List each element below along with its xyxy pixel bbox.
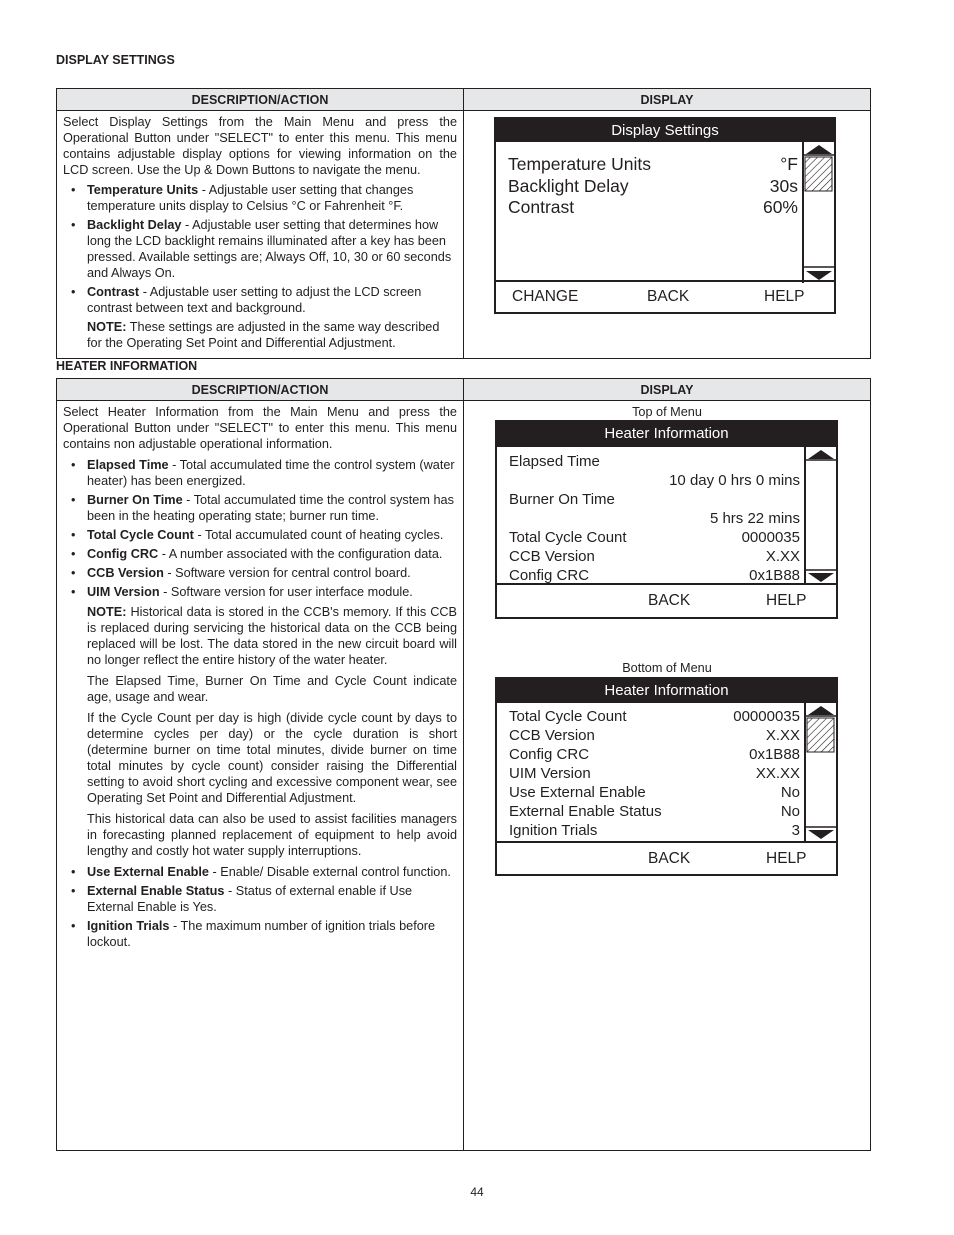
intro-text: Select Display Settings from the Main Menu and press the Operational Button under "SELECT" to enter this menu. This menu contains adjustable display options for viewing information on the LCD screen. Use the Up & Down Buttons to navigate the menu. — [63, 115, 457, 177]
lcd-softkey-bar — [496, 280, 834, 312]
menu-row-use-external-enable: Use External Enable No — [509, 784, 800, 801]
list-item: • Temperature Units - Adjustable user setting that changes temperature units display to Celsius °C or Fahrenheit °F. — [63, 182, 457, 214]
intro-text: Select Heater Information from the Main Menu and press the Operational Button under "SELECT" to enter this menu. This menu contains non adjustable operational information. — [63, 405, 457, 451]
heater-information-table — [56, 378, 871, 1151]
change-button[interactable]: CHANGE — [512, 288, 579, 305]
list-item: • Total Cycle Count - Total accumulated count of heating cycles. — [63, 527, 457, 543]
scroll-up-icon — [808, 706, 834, 715]
scrollbar[interactable] — [802, 142, 834, 283]
scrollbar-graphic — [806, 703, 836, 843]
lcd-softkey-bar — [497, 583, 836, 617]
back-button[interactable]: BACK — [648, 849, 691, 867]
bullet-list-2 — [63, 864, 457, 950]
list-item: • Config CRC - A number associated with the configuration data. — [63, 546, 457, 562]
col-header-description: DESCRIPTION/ACTION — [57, 89, 464, 111]
scroll-up-icon — [806, 145, 832, 154]
list-item: • Elapsed Time - Total accumulated time the control system (water heater) has been energized. — [63, 457, 457, 489]
lcd-display-settings — [494, 117, 836, 314]
display-settings-table — [56, 88, 871, 359]
description-cell — [57, 111, 464, 359]
list-item: • UIM Version - Software version for user interface module. — [63, 584, 457, 600]
note: NOTE: These settings are adjusted in the same way described for the Operating Set Point and Differential Adjustment. — [87, 320, 440, 350]
menu-row-ccb-version: CCB Version X.XX — [509, 548, 800, 565]
scroll-down-icon — [808, 830, 834, 839]
section-title-heater-information: HEATER INFORMATION — [56, 359, 198, 373]
list-item: • Backlight Delay - Adjustable user setting that determines how long the LCD backlight remains illuminated after a key has been pressed. Available settings are; Always Off, 10, 30 or 60 seconds and Always On. — [63, 217, 457, 281]
scrollbar-graphic — [806, 447, 836, 585]
paragraph-usage: The Elapsed Time, Burner On Time and Cycle Count indicate age, usage and wear. — [87, 674, 457, 704]
menu-row-ignition-trials: Ignition Trials 3 — [509, 822, 800, 839]
back-button[interactable]: BACK — [647, 288, 690, 305]
menu-row-burner-on-time: Burner On Time — [509, 491, 615, 508]
paragraph-historical-data: This historical data can also be used to assist facilities managers in forecasting planned replacement of equipment to help avoid lengthy and costly hot water supply interruptions. — [87, 812, 457, 858]
description-cell — [57, 401, 464, 1151]
scroll-thumb — [807, 718, 834, 752]
menu-row-elapsed-time: Elapsed Time — [509, 453, 600, 470]
col-header-description: DESCRIPTION/ACTION — [57, 379, 464, 401]
page-number: 44 — [470, 1185, 484, 1199]
menu-row-config-crc: Config CRC 0x1B88 — [509, 746, 800, 763]
lcd-title: Heater Information — [497, 422, 836, 447]
caption-top-of-menu: Top of Menu — [632, 405, 702, 419]
menu-row-backlight-delay[interactable]: Backlight Delay 30s — [508, 176, 798, 196]
paragraph-cycle-count: If the Cycle Count per day is high (divide cycle count by days to determine cycles per day) or the cycle duration is short (determine burner on time total minutes, divide burner on time total minutes by cycle count) consider raising the Differential setting to avoid short cycling and excessive component wear, see Operating Set Point and Differential Adjustment. — [87, 711, 457, 805]
lcd-title: Heater Information — [497, 679, 836, 703]
scrollbar[interactable] — [804, 447, 836, 585]
menu-row-total-cycle-count: Total Cycle Count 0000035 — [509, 529, 800, 546]
list-item: • Contrast - Adjustable user setting to adjust the LCD screen contrast between text and background. — [63, 284, 457, 316]
scrollbar[interactable] — [804, 703, 836, 843]
lcd-title: Display Settings — [496, 119, 834, 142]
bullet-list — [63, 457, 457, 600]
scroll-thumb — [805, 157, 832, 191]
list-item: • External Enable Status - Status of external enable if Use External Enable is Yes. — [63, 883, 457, 915]
menu-row-uim-version: UIM Version XX.XX — [509, 765, 800, 782]
display-cell — [464, 111, 871, 359]
back-button[interactable]: BACK — [648, 592, 691, 609]
caption-bottom-of-menu: Bottom of Menu — [622, 661, 712, 675]
list-item: • CCB Version - Software version for central control board. — [63, 565, 457, 581]
menu-row-contrast[interactable]: Contrast 60% — [508, 197, 798, 217]
lcd-heater-info-top: Heater Information Elapsed Time 10 day 0 hrs 0 mins Burner On Time 5 hrs 22 mins Total Cycle Count 0000035 CCB Version X.XX Config CRC 0x1B88 BACK HELP — [495, 420, 838, 619]
menu-row-ccb-version: CCB Version X.XX — [509, 727, 800, 744]
list-item: • Ignition Trials - The maximum number of ignition trials before lockout. — [63, 918, 457, 950]
scroll-up-icon — [808, 450, 834, 459]
scroll-down-icon — [808, 573, 834, 582]
menu-row-total-cycle-count: Total Cycle Count 00000035 — [509, 708, 800, 725]
lcd-heater-info-bottom — [495, 677, 838, 876]
section-title-display-settings: DISPLAY SETTINGS — [56, 53, 175, 67]
list-item: • Burner On Time - Total accumulated time the control system has been in the heating operating state; burner run time. — [63, 492, 457, 524]
help-button[interactable]: HELP — [764, 288, 805, 305]
bullet-list — [63, 182, 457, 316]
note: NOTE: Historical data is stored in the CCB's memory. If this CCB is replaced during servicing the historical data on the CCB being replaced will be lost. The data stored in the new circuit board will no longer reflect the entire history of the water heater. — [87, 605, 457, 667]
col-header-display: DISPLAY — [464, 379, 871, 401]
help-button[interactable]: HELP — [766, 592, 807, 609]
menu-row-temperature-units[interactable]: Temperature Units °F — [508, 154, 798, 174]
menu-row-config-crc: Config CRC 0x1B88 — [509, 567, 800, 584]
col-header-display: DISPLAY — [464, 89, 871, 111]
menu-row-external-enable-status: External Enable Status No — [509, 803, 800, 820]
scroll-down-icon — [806, 271, 832, 280]
scrollbar-graphic — [804, 142, 834, 283]
help-button[interactable]: HELP — [766, 849, 807, 867]
display-cell — [464, 401, 871, 1151]
list-item: • Use External Enable - Enable/ Disable external control function. — [63, 864, 457, 880]
lcd-softkey-bar — [497, 841, 836, 874]
